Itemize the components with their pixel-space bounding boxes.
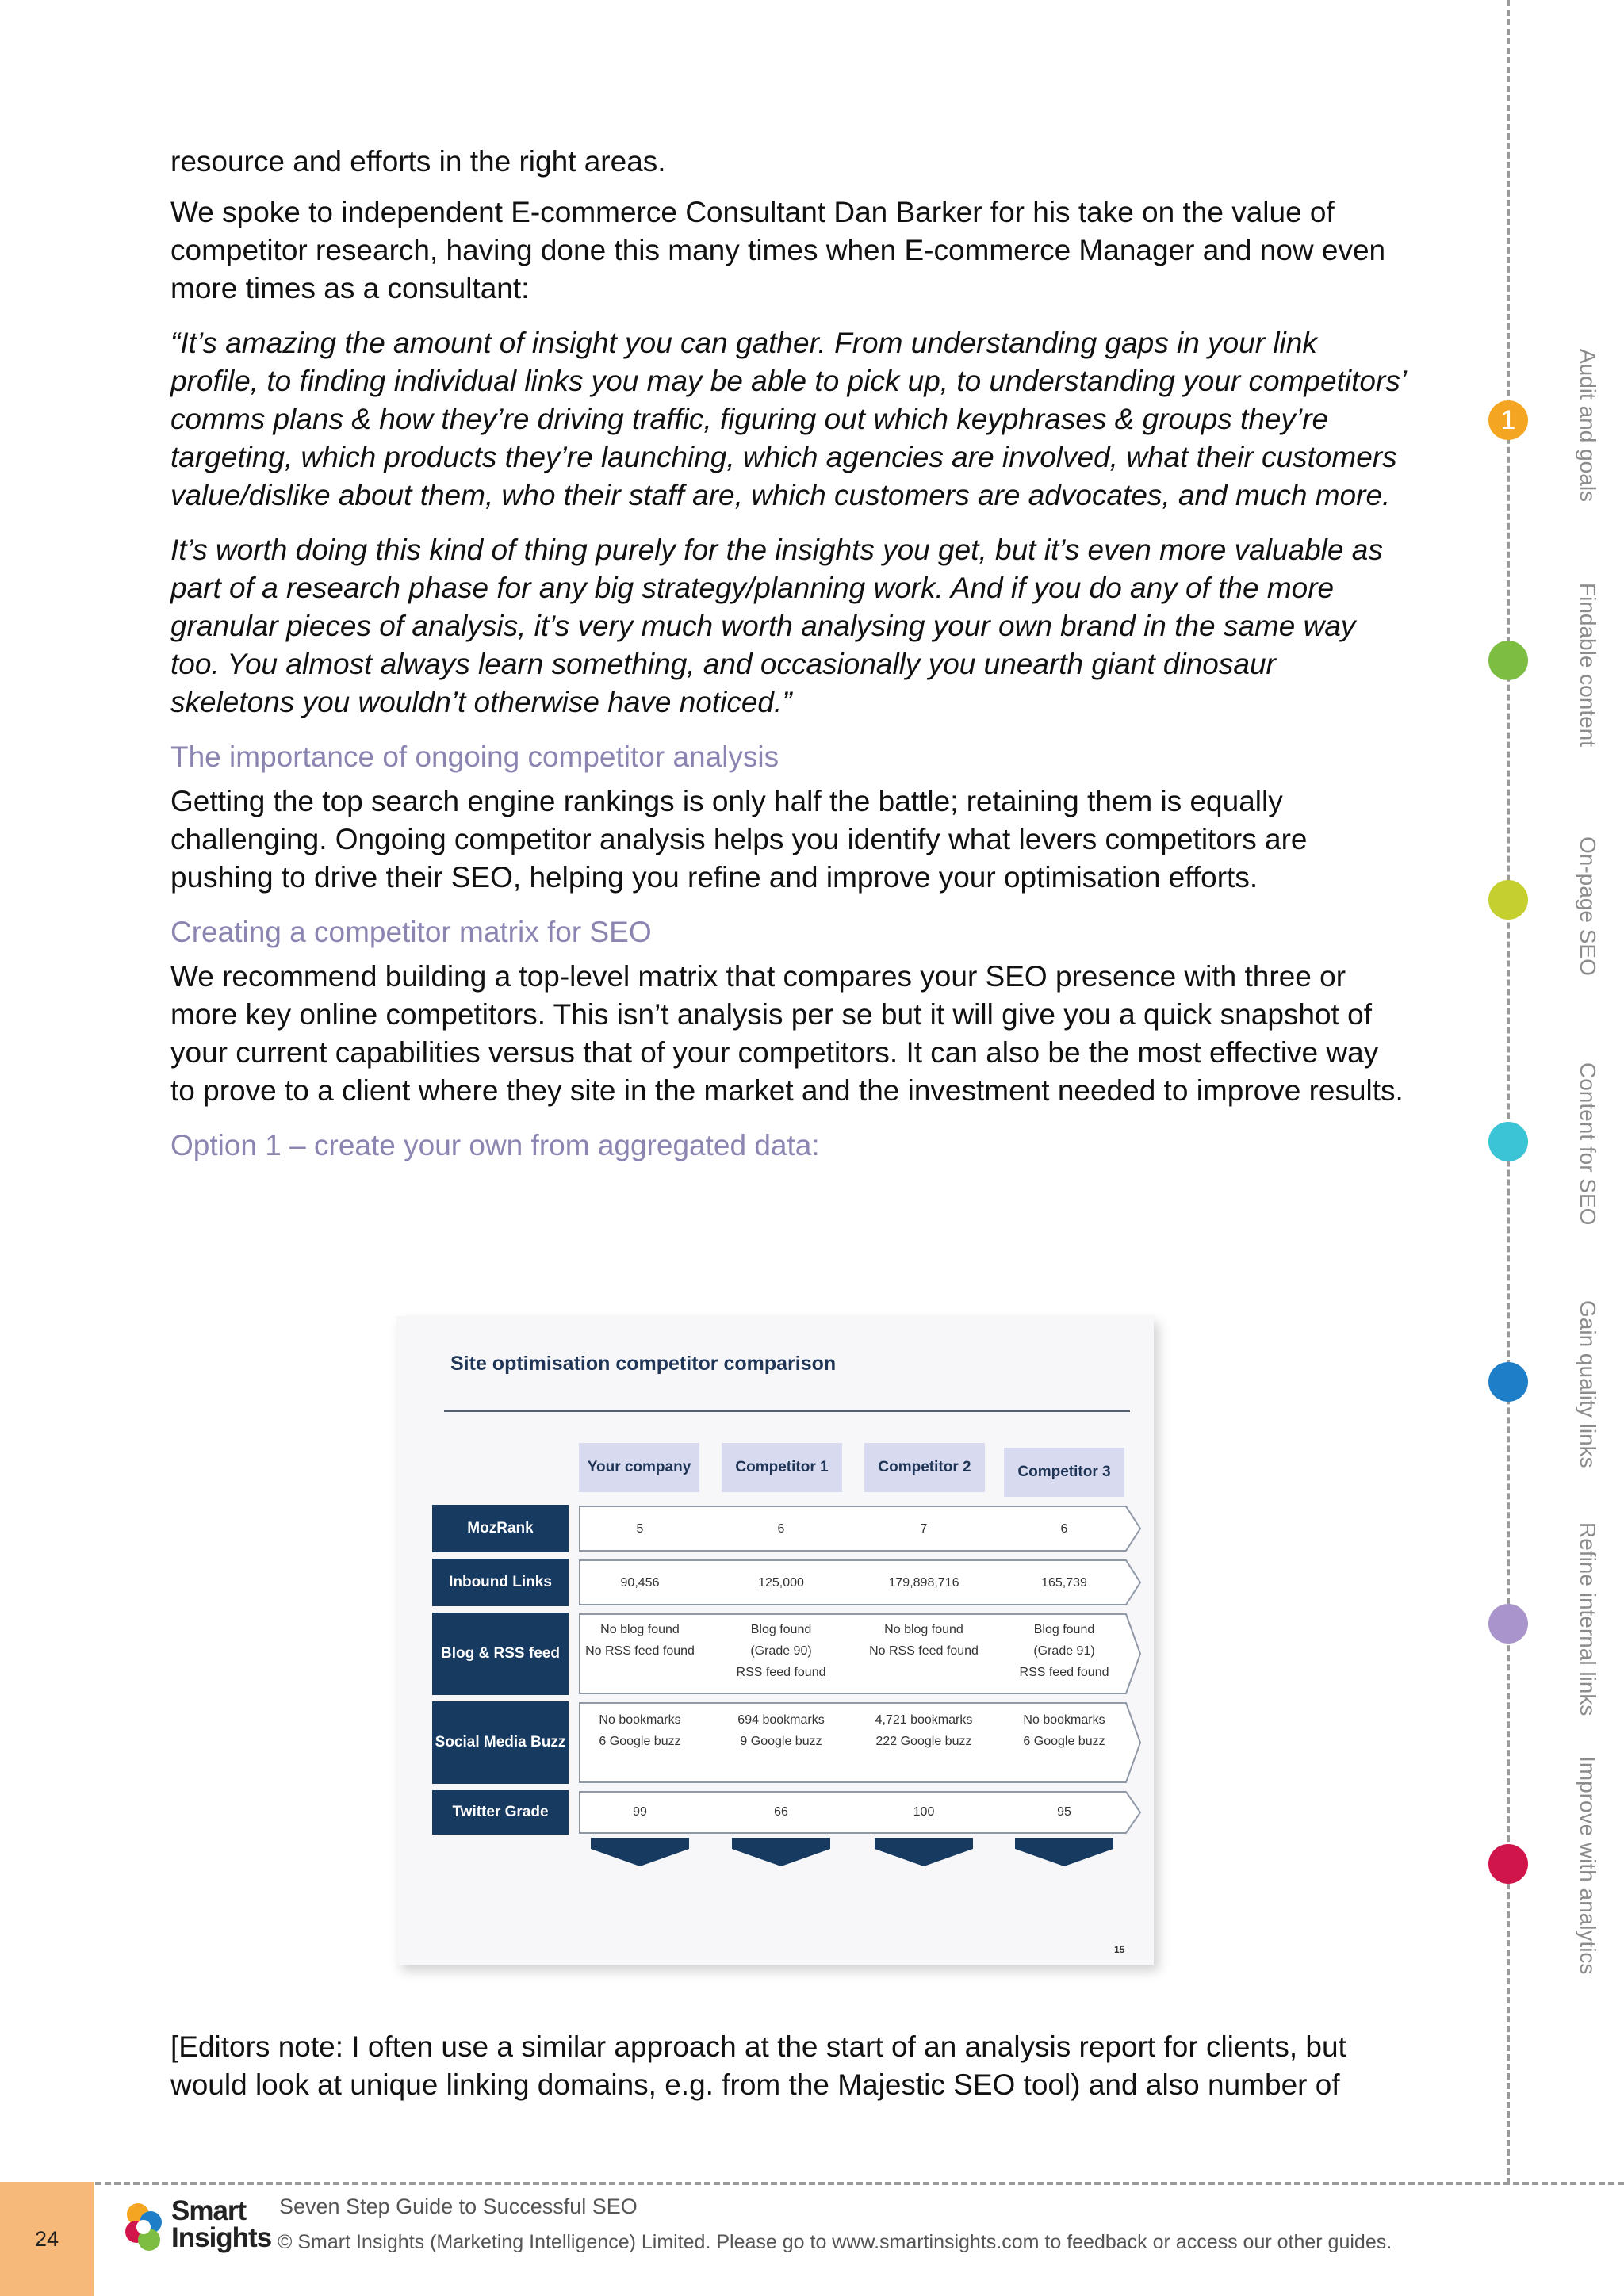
- table-cell: 66: [774, 1805, 788, 1819]
- table-cell: No bookmarks 6 Google buzz: [599, 1713, 681, 1748]
- logo-text: Insights: [171, 2222, 272, 2253]
- step-label: Refine internal links: [1576, 1522, 1600, 1716]
- column-chevron: [1015, 1838, 1113, 1866]
- figure-title: Site optimisation competitor comparison: [450, 1353, 837, 1375]
- table-cell: 165,739: [1041, 1576, 1087, 1590]
- table-cell: No blog found No RSS feed found: [585, 1623, 695, 1658]
- quote-paragraph: “It’s amazing the amount of insight you can gather. From understanding gaps in your link profile, to finding individual links you may be able to pick up, to understanding your competitors’ comms plans & how they’re driving traffic, figuring out which keyphrases & groups they’re targeting, which products they’re launching, which agencies are involved, what their customers value/dislike about them, who their staff are, which customers are advocates, and much more.: [170, 327, 1405, 511]
- page-number: 24: [0, 2182, 94, 2296]
- column-header: Your company: [579, 1443, 699, 1492]
- table-cell: 4,721 bookmarks 222 Google buzz: [875, 1713, 973, 1748]
- table-cell: 125,000: [758, 1576, 804, 1590]
- step-label: Improve with analytics: [1576, 1756, 1600, 1975]
- column-header: Competitor 1: [722, 1443, 842, 1492]
- step-dot-onpage: [1488, 880, 1528, 920]
- paragraph: We spoke to independent E-commerce Consultant Dan Barker for his take on the value of competitor research, having done this many times when E-commerce Manager and now even more times as a consultant:: [170, 196, 1386, 304]
- paragraph: resource and efforts in the right areas.: [170, 145, 666, 178]
- step-dot-internal: [1488, 1604, 1528, 1644]
- row-label: Blog & RSS feed: [432, 1613, 569, 1695]
- table-cell: Blog found (Grade 90) RSS feed found: [736, 1623, 826, 1679]
- step-dot-links: [1488, 1362, 1528, 1402]
- footer-dashed-line: [0, 2182, 1624, 2185]
- column-chevron: [591, 1838, 689, 1866]
- table-cell: 5: [636, 1522, 644, 1536]
- table-cell: 90,456: [620, 1576, 660, 1590]
- competitor-comparison-figure: [396, 1316, 1154, 1965]
- article-body-continued: [170, 2028, 1408, 2121]
- smart-insights-logo[interactable]: [119, 2192, 270, 2263]
- table-cell: 694 bookmarks 9 Google buzz: [737, 1713, 825, 1748]
- quote-paragraph: It’s worth doing this kind of thing purely for the insights you get, but it’s even more valuable as part of a research phase for any big strategy/planning work. And if you do any of the more granular pieces of analysis, it’s very much worth analysing your own brand in the same way too. You almost always learn something, and occasionally you unearth giant dinosaur skeletons you wouldn’t otherwise have noticed.”: [170, 534, 1383, 718]
- column-chevron: [732, 1838, 830, 1866]
- logo-text: Smart: [171, 2195, 247, 2226]
- table-cell: 179,898,716: [888, 1576, 959, 1590]
- section-heading: Option 1 – create your own from aggregated data:: [170, 1129, 820, 1161]
- row-label: Inbound Links: [432, 1559, 569, 1606]
- figure-divider: [444, 1410, 1130, 1412]
- paragraph: Getting the top search engine rankings is only half the battle; retaining them is equally challenging. Ongoing competitor analysis helps you identify what levers competitors are pushing to drive their SEO, helping you refine and improve your optimisation efforts.: [170, 785, 1308, 894]
- section-heading: The importance of ongoing competitor analysis: [170, 740, 779, 773]
- table-cell: 6: [777, 1522, 785, 1536]
- article-body: [170, 143, 1408, 1171]
- step-dot-audit: 1: [1488, 400, 1528, 440]
- table-cell: 6: [1060, 1522, 1068, 1536]
- row-label: Twitter Grade: [432, 1790, 569, 1835]
- step-label: Content for SEO: [1576, 1062, 1600, 1226]
- column-header: Competitor 3: [1004, 1448, 1124, 1497]
- paragraph: [Editors note: I often use a similar approach at the start of an analysis report for clients, but would look at unique linking domains, e.g. from the Majestic SEO tool) and also number of: [170, 2030, 1346, 2101]
- table-cell: No blog found No RSS feed found: [869, 1623, 979, 1658]
- table-cell: 100: [913, 1805, 935, 1819]
- column-header: Competitor 2: [864, 1443, 985, 1492]
- step-dot-findable: [1488, 641, 1528, 680]
- figure-page-number: 15: [1114, 1944, 1125, 1955]
- paragraph: We recommend building a top-level matrix that compares your SEO presence with three or more key online competitors. This isn’t analysis per se but it will give you a quick snapshot of your current capabilities versus that of your competitors. It can also be the most effective way to prove to a client where they site in the market and the investment needed to improve results.: [170, 960, 1404, 1107]
- guide-title: Seven Step Guide to Successful SEO: [279, 2195, 638, 2218]
- column-chevron: [875, 1838, 973, 1866]
- row-label: Social Media Buzz: [432, 1701, 569, 1784]
- section-heading: Creating a competitor matrix for SEO: [170, 916, 652, 948]
- row-label: MozRank: [432, 1505, 569, 1552]
- step-label: Audit and goals: [1576, 349, 1600, 503]
- table-cell: No bookmarks 6 Google buzz: [1023, 1713, 1105, 1748]
- copyright-text: © Smart Insights (Marketing Intelligence) Limited. Please go to www.smartinsights.com to feedback or access our other guides.: [278, 2231, 1392, 2253]
- table-cell: 99: [633, 1805, 647, 1819]
- step-dot-content: [1488, 1122, 1528, 1161]
- table-cell: 95: [1057, 1805, 1071, 1819]
- step-label: On-page SEO: [1576, 836, 1600, 976]
- table-cell: 7: [920, 1522, 928, 1536]
- step-label: Findable content: [1576, 583, 1600, 748]
- table-cell: Blog found (Grade 91) RSS feed found: [1019, 1623, 1109, 1679]
- step-label: Gain quality links: [1576, 1300, 1600, 1468]
- step-dot-analytics: [1488, 1844, 1528, 1884]
